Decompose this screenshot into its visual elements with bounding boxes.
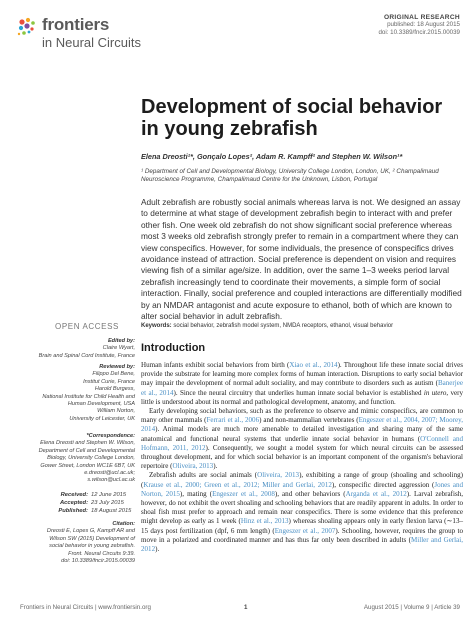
reference-link[interactable]: Engeszer et al., 2008: [212, 489, 275, 498]
body-paragraph: [141, 471, 463, 554]
body-text: ).: [155, 545, 160, 554]
keywords-label: Keywords:: [141, 323, 172, 329]
editor-line: Brain and Spinal Cord Institute, France: [38, 352, 135, 359]
email-link[interactable]: e.dreosti@ucl.ac.uk;: [84, 470, 135, 477]
frontiers-logo-icon: [16, 16, 38, 38]
correspondence-line: Gower Street, London WC1E 6BT, UK: [40, 462, 135, 469]
abstract: Adult zebrafish are robustly social animals whereas larva is not. We designed an assay to determine at what stage of development zebrafish begin to interact with and prefer other fish. One week old zebrafish do not show significant social preference whereas most 3 weeks old zebrafish strongly prefer to remain in a compartment where they can view conspecifics. However, for some individuals, the presence of conspecifics drives avoidance instead of attraction. Social preference is dependent on vision and requires viewing fish of a similar age/size. In addition, over the same 1–3 weeks period larval zebrafish increasingly tend to coordinate their movements, a simple form of social interaction. Finally, social preference and coupled interactions are differentially modified by an NMDAR antagonist and acute exposure to ethanol, both of which are known to alter social behavior in adult zebrafish.: [141, 197, 462, 322]
reference-link[interactable]: Oliveira, 2013: [257, 471, 300, 480]
reviewer-line: Harold Burgess,: [94, 386, 135, 393]
author-list: Elena Dreosti¹*, Gonçalo Lopes², Adam R. Kampff² and Stephen W. Wilson¹*: [141, 152, 403, 161]
edited-by-label: Edited by:: [107, 338, 135, 344]
reviewed-by-label: Reviewed by:: [99, 364, 135, 370]
reference-link[interactable]: Miller and Gerlai, 2012: [141, 535, 463, 554]
body-text: Zebrafish adults are social animals (: [149, 471, 258, 480]
body-paragraph: [141, 407, 463, 471]
journal-name: in Neural Circuits: [42, 35, 141, 50]
introduction-body: [141, 361, 463, 554]
email-link[interactable]: s.wilson@ucl.ac.uk: [87, 477, 135, 484]
reference-link[interactable]: O'Connell and Hofmann, 2011, 2012: [141, 434, 464, 452]
body-text: ). Larval zebrafish, however, do not exhibit the overt shoaling and schooling behaviors that are readily apparent in adults. In order to shoal fish must prefer to approach and remain near conspecifics. There is some evidence that this preference might develop as early as 1 week (: [141, 489, 463, 526]
reference-link[interactable]: Ferrari et al., 2006: [206, 416, 260, 425]
citation: [20, 521, 135, 565]
body-text: ), exhibiting a range of group (shoaling and schooling) (: [141, 471, 463, 489]
italic-text: in utero: [423, 388, 447, 397]
reference-link[interactable]: Engeszer et al., 2004, 2007; Moorey, 2014: [141, 416, 463, 434]
date-row: Accepted: 23 July 2015: [59, 500, 124, 506]
affiliations: ¹ Department of Cell and Developmental Biology, University College London, London, UK, ² Champalimaud Neuroscience Programme, Champalimaud Centre for the Unknown, Lisbon, Portugal: [141, 168, 439, 184]
section-heading-introduction: Introduction: [141, 342, 206, 354]
reviewer-line: University of Leicester, UK: [69, 415, 135, 422]
reference-link[interactable]: Xiao et al., 2014: [289, 361, 338, 369]
date-row: Published: 18 August 2015: [58, 508, 132, 514]
correspondence-line: Biology, University College London,: [47, 455, 135, 462]
citation-line: Front. Neural Circuits 9:39.: [68, 550, 135, 557]
body-text: ). Consequently, we sought a model system for which neural circuits can be assessed throughout development, and for which social behavior is an important component of the organism's behavioral repertoire (: [141, 443, 463, 471]
body-paragraph: [141, 361, 463, 407]
reference-link[interactable]: Oliveira, 2013: [172, 462, 214, 471]
reviewer-line: William Norton,: [97, 408, 135, 415]
citation-label: Citation:: [112, 521, 135, 527]
correspondence-line: Department of Cell and Developmental: [38, 447, 135, 454]
citation-line: Wilson SW (2015) Development of: [49, 535, 135, 542]
body-text: ). Animal models are much more amenable to detailed investigation and sharing many of the same anatomical and functional neural systems that underlie innate social behavior in humans (: [141, 425, 463, 443]
date-row: Received: 12 June 2015: [60, 492, 127, 498]
citation-line[interactable]: doi: 10.3389/fncir.2015.00039: [61, 558, 135, 565]
editor-line: Claire Wyart,: [102, 345, 135, 352]
body-text: ). Schooling, however, requires the group to move in a polarized and coordinated manner and has thus far only been described in adults (: [141, 526, 463, 544]
body-text: , very little is understood about its normal and pathological development, anatomy, and function.: [141, 388, 464, 406]
article-title: Development of social behavior in young zebrafish: [141, 96, 443, 140]
body-text: Human infants exhibit social behaviors from birth (: [141, 361, 290, 369]
page-number: 1: [244, 604, 248, 611]
body-text: ). Since the neural circuitry that underlies human innate social behavior is established: [173, 388, 424, 397]
body-text: ), and other behaviors (: [274, 489, 346, 498]
body-text: ). Throughout life these innate social drives provide the substrate for learning more complex forms of human interaction. Disruptions to early social behavior may impair the development of normal adult sociality, and may contribute to disorders such as autism (: [141, 361, 463, 388]
body-text: ) whereas shoaling appears only in early flexion larva (∼13–15 days post fertilization (dpf, 6 mm length) (: [141, 517, 463, 535]
date-list: [20, 491, 135, 515]
reference-link[interactable]: Hinz et al., 2013: [240, 517, 289, 526]
citation-line: social behavior in young zebrafish.: [49, 543, 135, 550]
correspondence-line: Elena Dreosti and Stephen W. Wilson,: [40, 440, 135, 447]
journal-logo[interactable]: [16, 14, 176, 54]
reviewer-line: Institut Curie, France: [83, 378, 135, 385]
reference-link[interactable]: Engeszer et al., 2007: [274, 526, 336, 535]
footer-journal[interactable]: Frontiers in Neural Circuits | www.frontiersin.org: [20, 604, 151, 611]
correspondence-label: *Correspondence:: [86, 433, 135, 439]
reference-link[interactable]: Arganda et al., 2012: [345, 489, 407, 498]
correspondence: [20, 433, 135, 485]
reviewer-line: National Institute for Child Health and: [42, 393, 135, 400]
reference-link[interactable]: Krause et al., 2000; Green et al., 2012; Miller and Gerlai, 2012: [143, 480, 332, 489]
article-meta: [260, 14, 460, 37]
keywords: [141, 322, 463, 330]
body-text: ) and non-mammalian vertebrates (: [259, 416, 359, 425]
body-text: ), conspecific directed aggression (: [331, 480, 435, 489]
body-text: ), mating (: [179, 489, 213, 498]
reference-link[interactable]: Banerjee et al., 2014: [141, 379, 463, 397]
reviewed-by: [20, 364, 135, 423]
doi-link[interactable]: doi: 10.3389/fncir.2015.00039: [378, 29, 460, 37]
published-date: published: 18 August 2015: [387, 21, 460, 28]
keywords-text: social behavior, zebrafish model system, NMDA receptors, ethanol, visual behavior: [173, 323, 394, 329]
open-access-label: OPEN ACCESS: [55, 322, 119, 331]
reviewer-line: Human Development, USA: [67, 401, 135, 408]
citation-line: Dreosti E, Lopes G, Kampff AR and: [46, 528, 135, 535]
reference-link[interactable]: Jones and Norton, 2015: [141, 480, 463, 498]
brand-name: frontiers: [42, 15, 110, 34]
body-text: Early developing social behaviors, such as the preference to observe and mimic conspecifics, are common to many other mammals (: [141, 407, 463, 425]
edited-by: [20, 338, 135, 360]
body-text: ).: [213, 462, 218, 471]
article-type: ORIGINAL RESEARCH: [383, 14, 460, 21]
footer-issue: August 2015 | Volume 9 | Article 39: [363, 604, 460, 611]
reviewer-line: Filippo Del Bene,: [92, 371, 135, 378]
